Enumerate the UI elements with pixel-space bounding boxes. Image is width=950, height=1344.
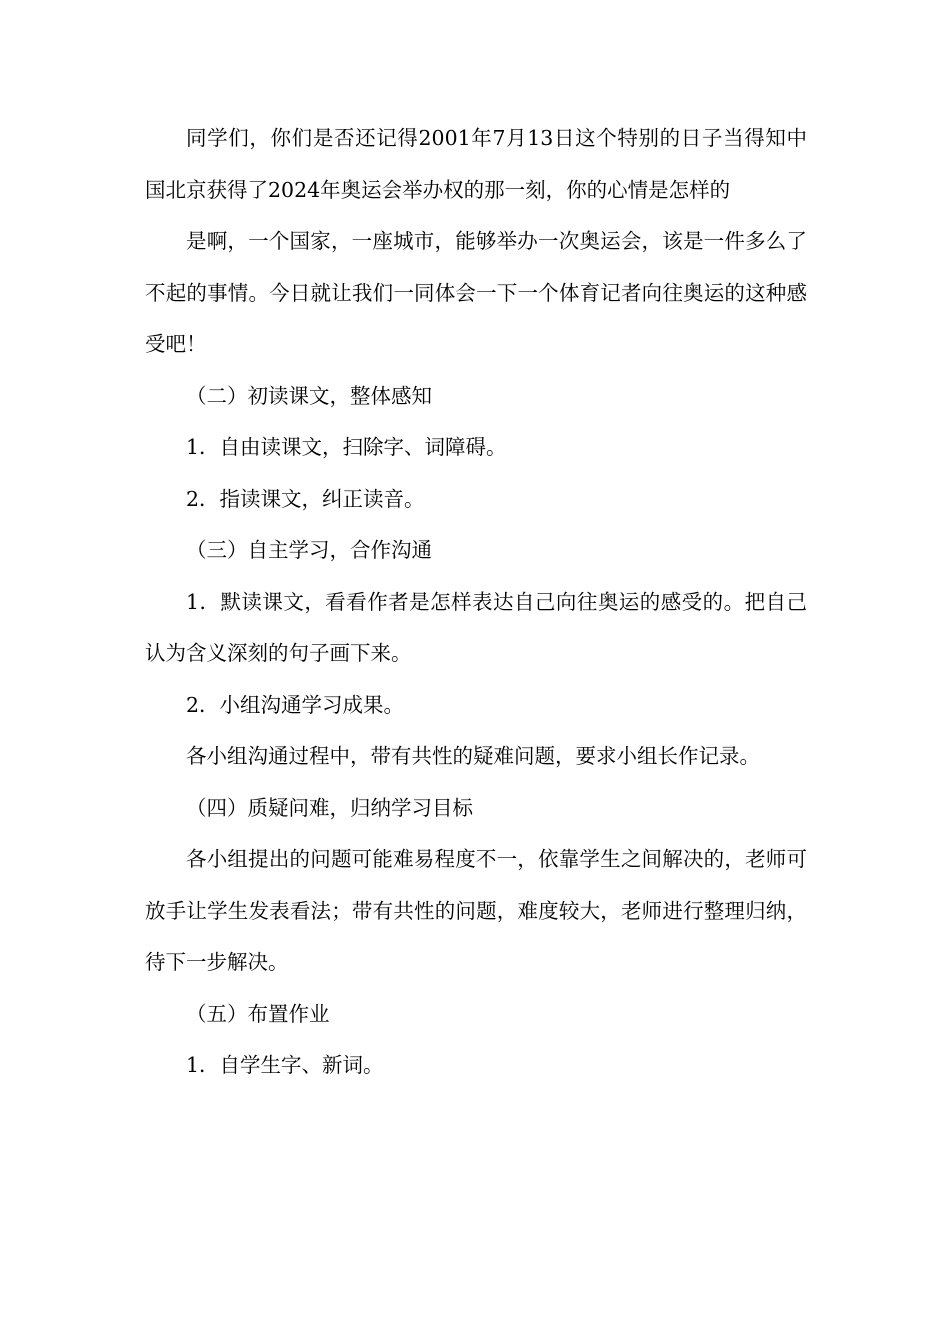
- paragraph-intro-response: 是啊，一个国家，一座城市，能够举办一次奥运会，该是一件多么了不起的事情。今日就让我们一同体会一下一个体育记者向往奥运的这种感受吧！: [145, 229, 807, 356]
- document-body: [145, 113, 807, 1092]
- section-heading-homework: （五）布置作业: [186, 1001, 330, 1026]
- paragraph-questions-detail: 各小组提出的问题可能难易程度不一，依靠学生之间解决的，老师可放手让学生发表看法；带有共性的问题，难度较大，老师进行整理归纳，待下一步解决。: [145, 847, 807, 974]
- list-item-homework-vocab: 1．自学生字、新词。: [186, 1053, 384, 1077]
- section-heading-self-study: （三）自主学习，合作沟通: [186, 538, 432, 562]
- list-item-guided-reading: 2．指读课文，纠正读音。: [186, 486, 425, 511]
- paragraph-group-notes: 各小组沟通过程中，带有共性的疑难问题，要求小组长作记录。: [186, 744, 760, 768]
- paragraph-intro-question: 同学们，你们是否还记得2001年7月13日这个特别的日子当得知中国北京获得了2024年奥运会举办权的那一刻，你的心情是怎样的: [145, 126, 807, 202]
- list-item-silent-reading: 1．默读课文，看看作者是怎样表达自己向往奥运的感受的。把自己认为含义深刻的句子画下来。: [145, 589, 807, 665]
- list-item-free-reading: 1．自由读课文，扫除字、词障碍。: [186, 435, 507, 459]
- section-heading-questions: （四）质疑问难，归纳学习目标: [186, 795, 473, 820]
- list-item-group-sharing: 2．小组沟通学习成果。: [186, 692, 405, 717]
- section-heading-first-reading: （二）初读课文，整体感知: [186, 383, 432, 408]
